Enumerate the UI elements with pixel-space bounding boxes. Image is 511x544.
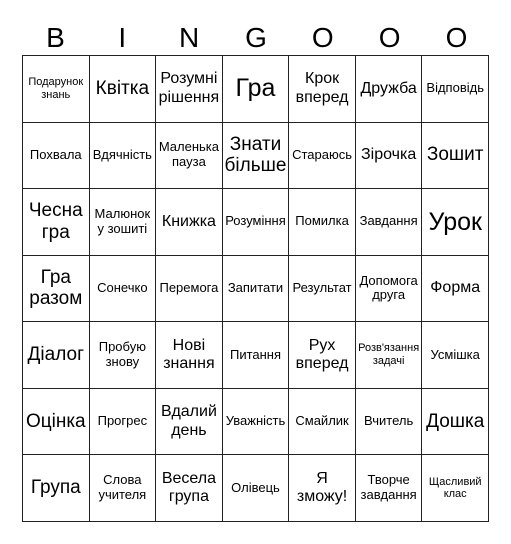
bingo-cell[interactable]: Вчитель	[356, 389, 423, 456]
header-letter: O	[378, 22, 401, 53]
bingo-cell[interactable]: Подарунок знань	[23, 56, 90, 123]
bingo-cell[interactable]: Вдячність	[90, 123, 157, 190]
header-letter: N	[178, 22, 200, 53]
bingo-cell[interactable]: Смайлик	[289, 389, 356, 456]
bingo-cell[interactable]: Малюнок у зошиті	[90, 189, 157, 256]
bingo-cell[interactable]: Розуміння	[223, 189, 290, 256]
bingo-grid	[22, 55, 489, 522]
bingo-cell[interactable]: Знати більше	[223, 123, 290, 190]
bingo-header	[22, 20, 490, 56]
bingo-cell[interactable]: Помилка	[289, 189, 356, 256]
bingo-cell[interactable]: Гра разом	[23, 256, 90, 323]
bingo-cell[interactable]: Творче завдання	[356, 455, 423, 522]
bingo-cell[interactable]: Зірочка	[356, 123, 423, 190]
header-letter: I	[118, 22, 127, 53]
bingo-cell[interactable]: Перемога	[156, 256, 223, 323]
bingo-cell[interactable]: Питання	[223, 322, 290, 389]
bingo-cell[interactable]: Прогрес	[90, 389, 157, 456]
header-letter: G	[245, 22, 267, 53]
header-letter: O	[311, 22, 334, 53]
bingo-cell[interactable]: Відповідь	[422, 56, 489, 123]
bingo-cell[interactable]: Крок вперед	[289, 56, 356, 123]
bingo-cell[interactable]: Розв'язання задачі	[356, 322, 423, 389]
bingo-cell[interactable]: Урок	[422, 189, 489, 256]
bingo-cell[interactable]: Допомога друга	[356, 256, 423, 323]
bingo-cell[interactable]: Вдалий день	[156, 389, 223, 456]
bingo-cell[interactable]: Олівець	[223, 455, 290, 522]
bingo-cell[interactable]: Похвала	[23, 123, 90, 190]
bingo-cell[interactable]: Нові знання	[156, 322, 223, 389]
bingo-cell[interactable]: Уважність	[223, 389, 290, 456]
bingo-cell[interactable]: Квітка	[90, 56, 157, 123]
bingo-cell[interactable]: Гра	[223, 56, 290, 123]
bingo-cell[interactable]: Я зможу!	[289, 455, 356, 522]
bingo-cell[interactable]: Пробую знову	[90, 322, 157, 389]
bingo-cell[interactable]: Усмішка	[422, 322, 489, 389]
bingo-cell[interactable]: Запитати	[223, 256, 290, 323]
bingo-cell[interactable]: Форма	[422, 256, 489, 323]
bingo-cell[interactable]: Завдання	[356, 189, 423, 256]
bingo-cell[interactable]: Результат	[289, 256, 356, 323]
bingo-cell[interactable]: Група	[23, 455, 90, 522]
bingo-cell[interactable]: Маленька пауза	[156, 123, 223, 190]
bingo-cell[interactable]: Чесна гра	[23, 189, 90, 256]
bingo-cell[interactable]: Слова учителя	[90, 455, 157, 522]
bingo-cell[interactable]: Сонечко	[90, 256, 157, 323]
bingo-cell[interactable]: Весела група	[156, 455, 223, 522]
bingo-cell[interactable]: Рух вперед	[289, 322, 356, 389]
header-letter: O	[445, 22, 468, 53]
bingo-cell[interactable]: Книжка	[156, 189, 223, 256]
bingo-cell[interactable]: Зошит	[422, 123, 489, 190]
bingo-cell[interactable]: Стараюсь	[289, 123, 356, 190]
bingo-cell[interactable]: Щасливий клас	[422, 455, 489, 522]
header-letter: B	[46, 22, 65, 53]
bingo-cell[interactable]: Дошка	[422, 389, 489, 456]
bingo-cell[interactable]: Дружба	[356, 56, 423, 123]
bingo-cell[interactable]: Діалог	[23, 322, 90, 389]
bingo-cell[interactable]: Оцінка	[23, 389, 90, 456]
bingo-cell[interactable]: Розумні рішення	[156, 56, 223, 123]
